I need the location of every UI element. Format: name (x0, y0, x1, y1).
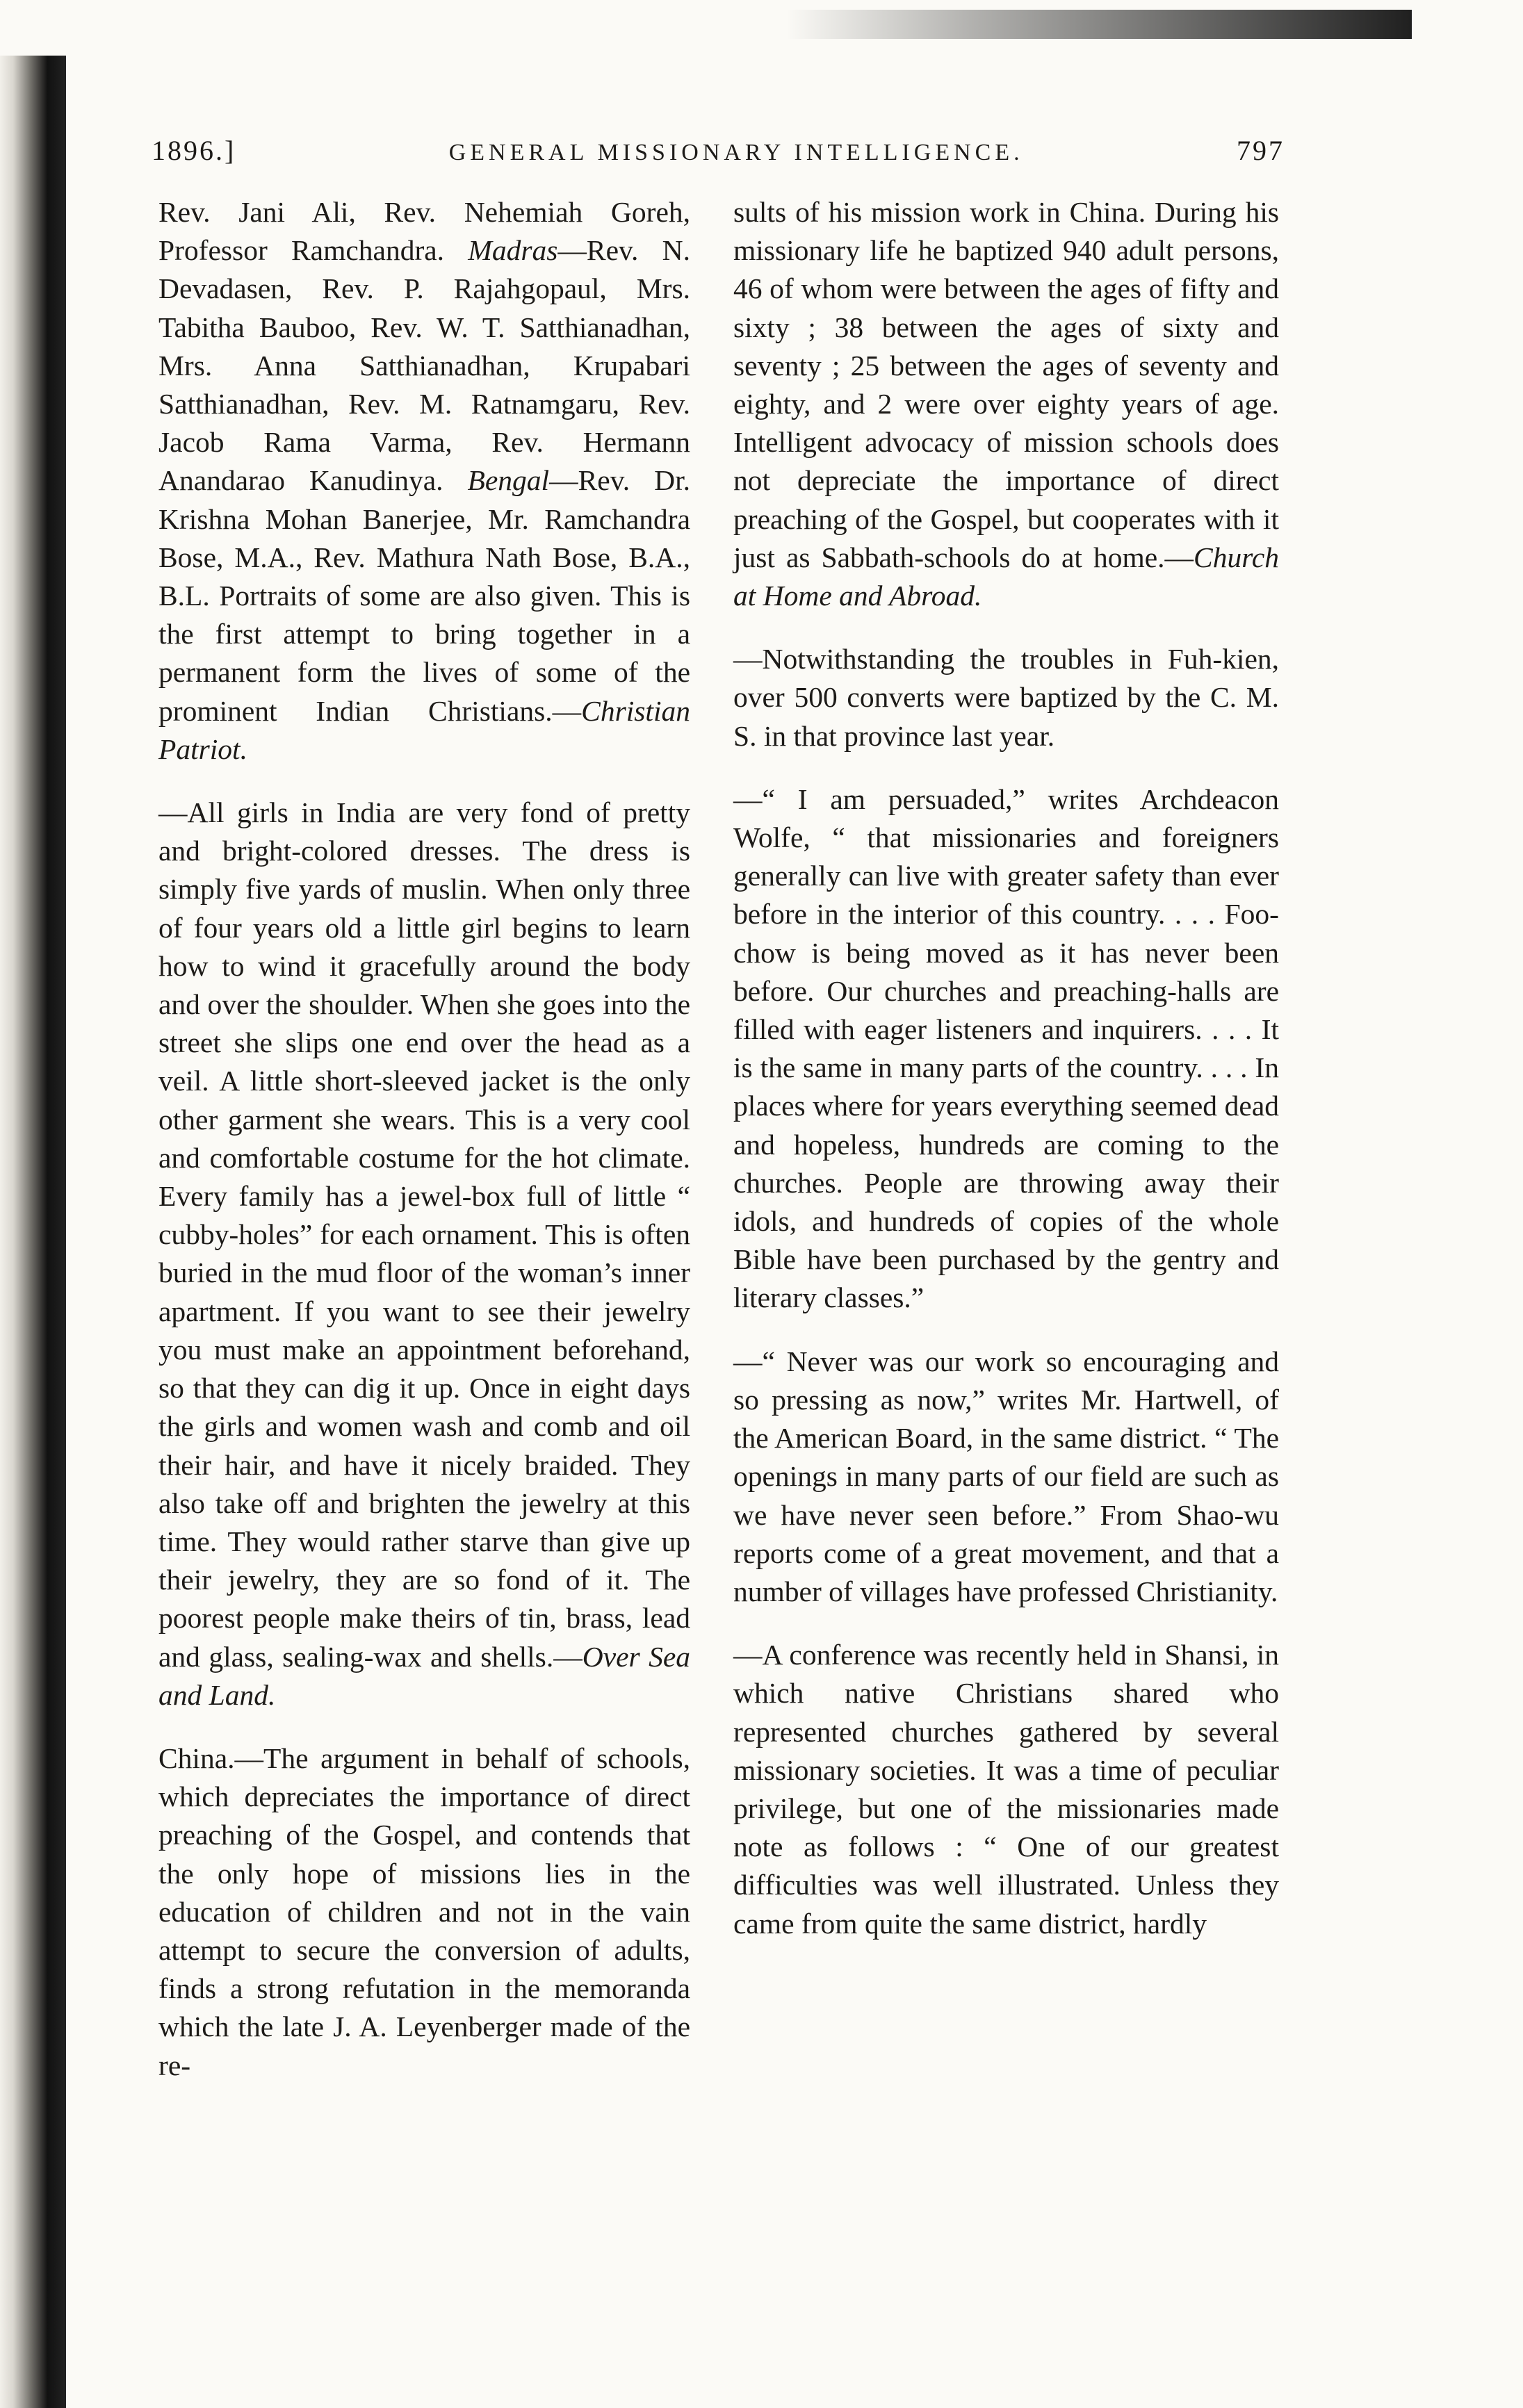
paragraph-indian-christians: Rev. Jani Ali, Rev. Nehemiah Goreh, Professor Ramchandra. Madras—Rev. N. Devadasen, Rev. P. Rajahgopaul, Mrs. Tabitha Bauboo, Rev. W. T. Satthianadhan, Mrs. Anna Satthianadhan, Krupabari Satthianadhan, Rev. M. Ratnamgaru, Rev. Jacob Rama Varma, Rev. Hermann Anandarao Kanudinya. Bengal—Rev. Dr. Krishna Mohan Banerjee, Mr. Ramchandra Bose, M.A., Rev. Mathura Nath Bose, B.A., B.L. Portraits of some are also given. This is the first attempt to bring together in a permanent form the lives of some of the prominent Indian Christians.—Christian Patriot. (158, 196, 691, 765)
left-column (158, 193, 690, 2085)
scan-edge-mark (786, 10, 1412, 39)
header-title: GENERAL MISSIONARY INTELLIGENCE. (448, 140, 1024, 165)
header-year: 1896.] (152, 135, 236, 166)
page-binding-shadow (0, 56, 66, 2408)
paragraph-shansi-conference: —A conference was recently held in Shansi, in which native Christians shared who represented churches gathered by several missionary societies. It was a time of peculiar privilege, but one of the missionaries made note as follows : “ One of our greatest difficulties was well illustrated. Unless they came from quite the same district, hardly (733, 1639, 1279, 1940)
source-over-sea-and-land: Over Sea and Land. (158, 1640, 690, 1711)
paragraph-fuh-kien: —Notwithstanding the troubles in Fuh-kien, over 500 converts were baptized by the C. M. S. in that province last year. (733, 643, 1279, 752)
paragraph-mr-hartwell: —“ Never was our work so encouraging and so pressing as now,” writes Mr. Hartwell, of the American Board, in the same district. “ The openings in many parts of our field are such as we have never seen before.” From Shao-wu reports come of a great movement, and that a number of villages have professed Christianity. (733, 1345, 1279, 1607)
source-church-at-home: Church at Home and Abroad. (733, 541, 1279, 612)
paragraph-archdeacon-wolfe: —“ I am persuaded,” writes Archdeacon Wolfe, “ that missionaries and foreigners generally can live with greater safety than ever before in the interior of this country. . . . Foo-chow is being moved as it has never been before. Our churches and preaching-halls are filled with eager listeners and inquirers. . . . It is the same in many parts of the country. . . . In places where for years everything seemed dead and hopeless, hundreds are coming to the churches. People are throwing away their idols, and hundreds of copies of the whole Bible have been purchased by the gentry and literary classes.” (733, 783, 1279, 1314)
paragraph-mission-results: sults of his mission work in China. During his missionary life he baptized 940 adult persons, 46 of whom were between the ages of fifty and sixty ; 38 between the ages of sixty and seventy ; 25 between the ages of seventy and eighty, and 2 were over eighty years of age. Intelligent advocacy of mission schools does not depreciate the importance of direct preaching of the Gospel, but cooperates with it just as Sabbath-schools do at home.—Church at Home and Abroad. (733, 196, 1279, 612)
source-christian-patriot: Christian Patriot. (158, 694, 690, 765)
running-header (152, 134, 1285, 176)
paragraph-china-schools: China.—The argument in behalf of schools, which depreciates the importance of direct preaching of the Gospel, and contends that the only hope of missions lies in the education of children and not in the vain attempt to secure the conversion of adults, finds a strong refutation in the memoranda which the late J. A. Leyenberger made of the re- (158, 1742, 690, 2081)
page-number: 797 (1236, 135, 1285, 166)
right-column (733, 193, 1279, 1943)
paragraph-girls-dresses: —All girls in India are very fond of pretty and bright-colored dresses. The dress is simply five yards of muslin. When only three of four years old a little girl begins to learn how to wind it gracefully around the body and over the shoulder. When she goes into the street she slips one end over the head as a veil. A little short-sleeved jacket is the only other garment she wears. This is a very cool and comfortable costume for the hot climate. Every family has a jewel-box full of little “ cubby-holes” for each ornament. This is often buried in the mud floor of the woman’s inner apartment. If you want to see their jewelry you must make an appointment beforehand, so that they can dig it up. Once in eight days the girls and women wash and comb and oil their hair, and have it nicely braided. They also take off and brighten the jewelry at this time. They would rather starve than give up their jewelry, they are so fond of it. The poorest people make theirs of tin, brass, lead and glass, sealing-wax and shells.—Over Sea and Land. (158, 796, 690, 1711)
